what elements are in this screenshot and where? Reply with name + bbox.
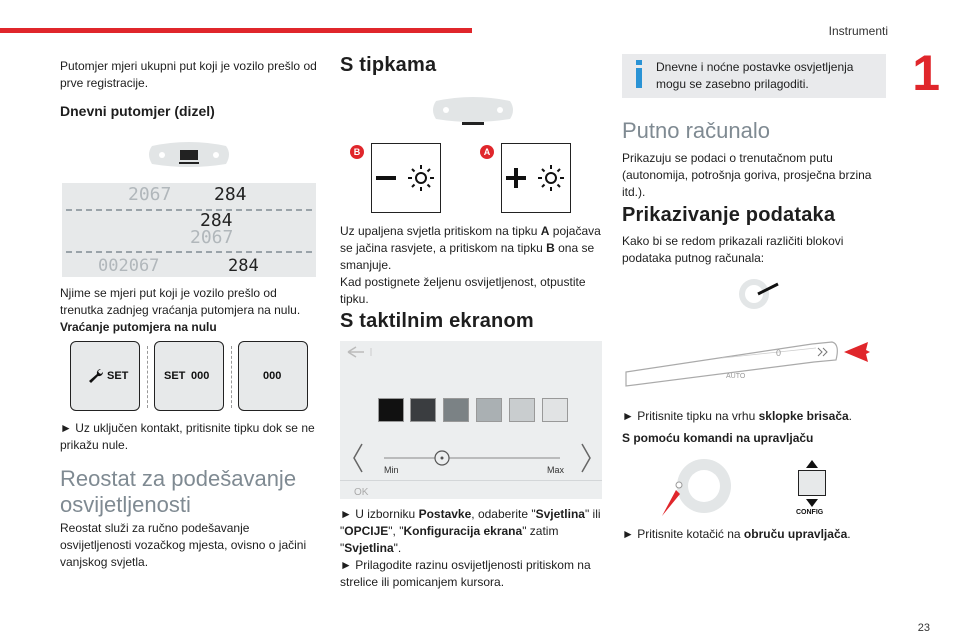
config-label: CONFIG [796,509,824,516]
lcd-row1-dark: 284 [214,184,247,205]
dashboard-buttons-icon [430,95,516,129]
key-separator [147,346,148,408]
info-icon [632,60,646,88]
rheostat-heading: Reostat za podešavanje osvijetljenosti [60,466,297,517]
buttons-heading: S tipkama [340,54,437,76]
trip-computer-heading: Putno računalo [622,118,770,143]
sun-minus-icon [376,163,436,193]
trip-heading: Dnevni putomjer (dizel) [60,103,215,119]
swatch-2 [410,398,436,422]
back-arrow-icon [346,346,376,358]
buttons-instructions: Uz upaljena svjetla pritiskom na tipku A pojačava se jačina rasvjete, a pritiskom na tipku B ona se smanjuje. Kad postignete željenu osvijetljenost, otpustite tipku. [340,224,601,306]
lcd-row3-right: 284 [228,256,259,276]
key-zero-value: 000 [191,370,210,382]
stalk-zero-label: 0 [776,348,782,358]
stalk-step: ► Pritisnite tipku na vrhu sklopke brisača. [622,409,853,423]
lcd-row2-bottom: 2067 [190,227,234,248]
col1-intro: Putomjer mjeri ukupni put koji je vozilo prešlo od prve registracije. [60,59,317,90]
swatch-3 [443,398,469,422]
swatch-1 [378,398,404,422]
wrench-icon [88,368,104,384]
lcd-divider [66,209,312,211]
info-text: Dnevne i noćne postavke osvjetljenja mogu se zasebno prilagoditi. [656,60,854,91]
touch-instructions: ► U izborniku Postavke, odaberite "Svjetlina" ili "OPCIJE", "Konfiguracija ekrana" zatim "Svjetlina". ► Prilagodite razinu osvijetljenosti pritiskom na strelice ili pomicanjem kursora. [340,507,601,589]
steering-wheel-icon [734,278,780,312]
swatch-4 [476,398,502,422]
trip-computer-description: Prikazuju se podaci o trenutačnom putu (autonomija, potrošnja goriva, prosječna brzina itd.). [622,151,872,199]
arrow-left-icon[interactable] [354,444,362,472]
lcd-row3-left: 002067 [98,256,160,276]
lcd-row2-top: 284 [200,210,233,231]
instrument-cluster-icon [146,140,232,170]
chapter-number: 1 [912,45,940,101]
wiper-stalk-illustration [622,320,872,398]
lcd-row1-gray: 2067 [128,184,172,205]
wheel-thumbwheel-illustration [660,458,732,518]
key-wrench-set [70,341,140,411]
swatch-6 [542,398,568,422]
reset-label: Vraćanje putomjera na nulu [60,320,217,334]
config-thumbwheel [798,470,826,496]
wheel-step: ► Pritisnite kotačić na obruču upravljača. [622,527,851,541]
screen-divider [340,480,602,481]
slider-min-label: Min [384,465,399,475]
key-zero-label: 000 [263,370,282,382]
touch-heading: S taktilnim ekranom [340,310,534,332]
trip-description: Njime se mjeri put koji je vozilo prešlo od trenutka zadnjeg vraćanja putomjera na nulu. [60,286,301,317]
reset-step: ► Uz uključen kontakt, pritisnite tipku dok se ne prikažu nule. [60,421,315,452]
slider-max-label: Max [547,465,565,475]
label-a-badge: A [480,145,494,159]
stalk-auto-label: AUTO [726,373,746,380]
page-number: 23 [917,622,930,634]
sun-plus-icon [506,163,566,193]
arrow-right-icon[interactable] [582,444,590,472]
down-triangle-icon [798,497,826,509]
key-separator [231,346,232,408]
swatch-5 [509,398,535,422]
key-set-label: SET [107,370,129,382]
label-b-badge: B [350,145,364,159]
up-triangle-icon [798,458,826,470]
rheostat-description: Reostat služi za ručno podešavanje osvijetljenosti vozačkog mjesta, ovisno o jačini vanjskog svjetla. [60,521,307,569]
display-description: Kako bi se redom prikazali različiti blokovi podataka putnog računala: [622,234,844,265]
header-title: Instrumenti [828,24,888,38]
header-accent-bar [0,28,472,33]
key-set-label-2: SET [164,370,186,382]
screen-ok-button[interactable]: OK [354,487,369,498]
wheel-heading: S pomoću komandi na upravljaču [622,431,814,445]
lcd-divider [66,251,312,253]
display-heading: Prikazivanje podataka [622,204,836,226]
